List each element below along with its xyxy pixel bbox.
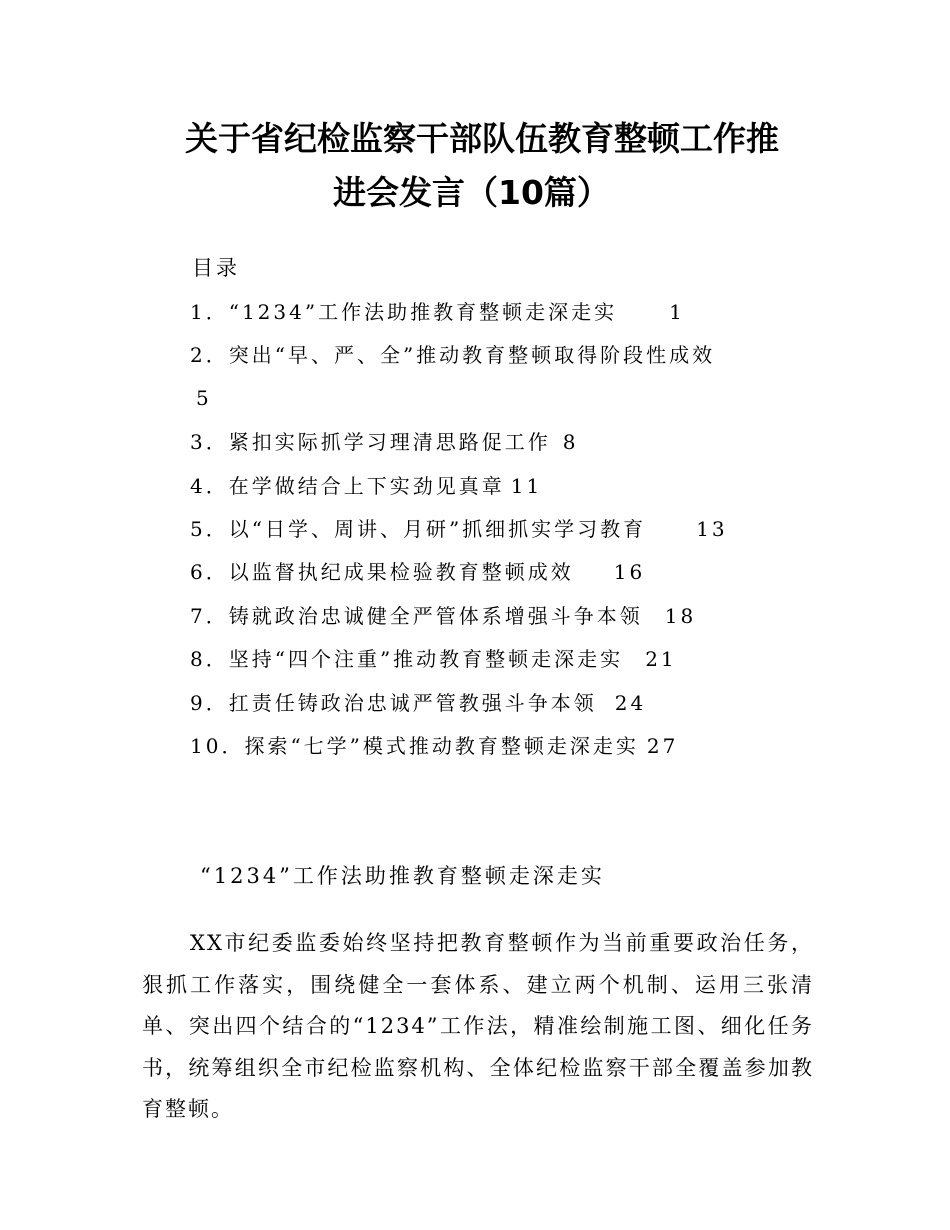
toc-item: [190, 513, 850, 556]
toc-item: [190, 600, 850, 643]
toc-item-text: 6．以监督执纪成果检验教育整顿成效: [190, 560, 574, 585]
toc-item-page: 16: [613, 560, 646, 585]
toc-item: [190, 339, 850, 426]
toc-item-page: 13: [696, 516, 728, 541]
toc-item: [190, 556, 850, 599]
title-line-2: 进会发言（10篇）: [333, 173, 610, 212]
toc-item-text: 8．坚持“四个注重”推动教育整顿走深走实: [190, 647, 624, 672]
toc-item-page: 27: [646, 733, 679, 758]
toc-item-page: 21: [645, 647, 677, 672]
toc-item-page: 18: [664, 603, 697, 628]
title-line-1: 关于省纪检监察干部队伍教育整顿工作推: [185, 119, 779, 158]
toc-item: [190, 470, 850, 513]
document-title: [185, 112, 825, 220]
section-title: “1234”工作法助推教育整顿走深走实: [200, 864, 605, 888]
toc-item-text: 10．探索“七学”模式推动教育整顿走深走实: [190, 733, 639, 758]
toc-item-text: 2．突出“早、严、全”推动教育整顿取得阶段性成效: [190, 343, 716, 368]
toc-item-page: 1: [669, 300, 685, 324]
toc-item: [190, 426, 850, 469]
toc-item-text: 1．“1234”工作法助推教育整顿走深走实: [190, 300, 618, 324]
toc-item-page: 24: [614, 690, 647, 715]
toc-item-text: 4．在学做结合上下实劲见真章: [190, 473, 505, 498]
toc-item-text: 5．以“日学、周讲、月研”抓细抓实学习教育: [190, 516, 647, 541]
toc-item-page: 11: [510, 473, 543, 498]
toc-item: [190, 730, 850, 773]
toc-item-page: 5: [196, 386, 212, 411]
toc-heading: 目录: [192, 256, 240, 280]
toc-item: [190, 296, 850, 339]
toc-item: [190, 687, 850, 730]
toc-item-text: 3．紧扣实际抓学习理清思路促工作: [190, 430, 551, 455]
toc-item-page: 8: [562, 430, 579, 455]
toc-item-text: 7．铸就政治忠诚健全严管体系增强斗争本领: [190, 603, 643, 628]
table-of-contents: [190, 296, 850, 773]
body-paragraph: XX市纪委监委始终坚持把教育整顿作为当前重要政治任务，狠抓工作落实，围绕健全一套体系、建立两个机制、运用三张清单、突出四个结合的“1234”工作法，精准绘制施工图、细化任务书，统筹组织全市纪检监察机构、全体纪检监察干部全覆盖参加教育整顿。: [142, 931, 814, 1121]
toc-item-text: 9．扛责任铸政治忠诚严管教强斗争本领: [190, 690, 597, 715]
toc-item: [190, 643, 850, 686]
